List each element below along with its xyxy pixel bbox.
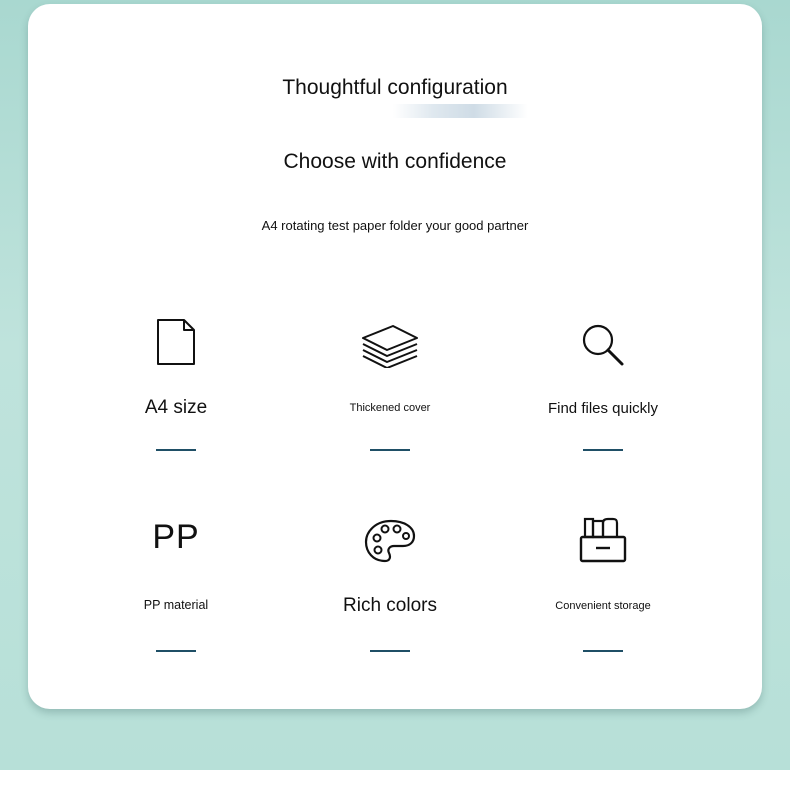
accent-underline xyxy=(370,650,410,652)
accent-underline xyxy=(370,449,410,451)
feature-label: PP material xyxy=(143,598,209,612)
title-line-2: Choose with confidence xyxy=(283,150,507,173)
accent-underline xyxy=(583,449,623,451)
decorative-blur xyxy=(393,104,528,118)
feature-label: Thickened cover xyxy=(349,402,431,414)
subtitle: A4 rotating test paper folder your good partner xyxy=(261,218,529,233)
accent-underline xyxy=(156,449,196,451)
feature-label: Rich colors xyxy=(343,595,437,616)
accent-underline xyxy=(156,650,196,652)
feature-label: A4 size xyxy=(144,397,208,418)
layers-icon xyxy=(358,320,422,370)
pp-text-icon: PP xyxy=(152,517,200,556)
title-line-1: Thoughtful configuration xyxy=(282,76,508,99)
palette-icon xyxy=(360,516,420,566)
magnifier-icon xyxy=(578,320,628,370)
document-icon xyxy=(151,317,201,367)
storage-box-icon xyxy=(578,514,628,564)
content-card xyxy=(28,4,762,709)
feature-label: Convenient storage xyxy=(555,600,651,612)
feature-label: Find files quickly xyxy=(547,400,659,417)
accent-underline xyxy=(583,650,623,652)
